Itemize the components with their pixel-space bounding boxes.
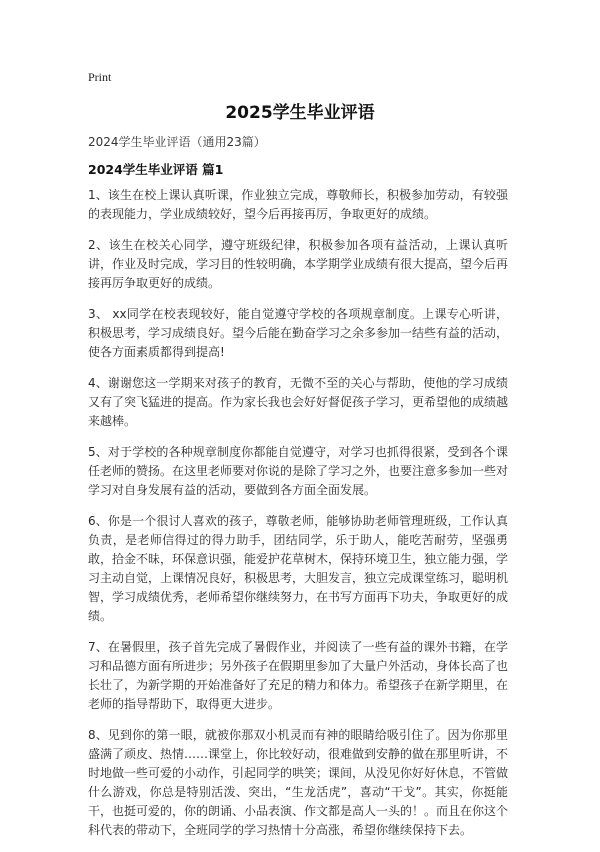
document-subtitle: 2024学生毕业评语（通用23篇）	[88, 135, 266, 149]
comment-paragraph: 5、对于学校的各种规章制度你都能自觉遵守，对学习也抓得很紧，受到各个课任老师的赞扬。在这里老师要对你说的是除了学习之外，也要注意多参加一些对学习对自身发展有益的活动，要做到各方面全面发展。	[88, 445, 509, 497]
comment-paragraph: 3、 xx同学在校表现较好，能自觉遵守学校的各项规章制度。上课专心听讲，积极思考，学习成绩良好。望今后能在勤奋学习之余多参加一结些有益的活动，使各方面素质都得到提高!	[88, 307, 509, 359]
comment-paragraph: 8、见到你的第一眼，就被你那双小机灵而有神的眼睛给吸引住了。因为你那里盛满了顽皮、热情……课堂上，你比较好动，很难做到安静的做在那里听讲，不时地做一些可爱的小动作，引起同学的哄笑；课间，从没见你好好休息，不管做什么游戏，你总是特别活泼、突出，“生龙活虎”，喜动“干戈”。其实，你挺能干，也挺可爱的，你的朗诵、小品表演、作文都是高人一头的！。而且在你这个科代表的带动下，全班同学的学习热情十分高涨，希望你继续保持下去。	[88, 728, 509, 837]
comment-list	[88, 186, 508, 852]
comment-paragraph: 7、在暑假里，孩子首先完成了暑假作业，并阅读了一些有益的课外书籍，在学习和品德方面有所进步；另外孩子在假期里参加了大量户外活动，身体长高了也长壮了，为新学期的开始准备好了充足的精力和体力。希望孩子在新学期里，在老师的指导帮助下，取得更大进步。	[88, 640, 509, 711]
print-link[interactable]: Print	[88, 70, 112, 84]
comment-paragraph: 6、你是一个很讨人喜欢的孩子，尊敬老师，能够协助老师管理班级，工作认真负责，是老师信得过的得力助手，团结同学，乐于助人，能吃苦耐劳，坚强勇敢，拾金不昧，环保意识强，能爱护花草树木，保持环境卫生，独立能力强，学习主动自觉，上课情况良好，积极思考，大胆发言，独立完成课堂练习，聪明机智，学习成绩优秀，老师希望你继续努力，在书写方面再下功夫，争取更好的成绩。	[88, 514, 509, 623]
comment-paragraph: 4、谢谢您这一学期来对孩子的教育，无微不至的关心与帮助，使他的学习成绩又有了突飞猛进的提高。作为家长我也会好好督促孩子学习，更希望他的成绩越来越棒。	[88, 376, 509, 428]
section-heading: 2024学生毕业评语 篇1	[88, 162, 224, 177]
comment-paragraph: 1、该生在校上课认真听课，作业独立完成，尊敬师长，积极参加劳动，有较强的表现能力，学业成绩较好，望今后再接再厉，争取更好的成绩。	[88, 188, 508, 221]
comment-paragraph: 2、该生在校关心同学，遵守班级纪律，积极参加各项有益活动，上课认真听讲，作业及时完成，学习目的性较明确，本学期学业成绩有很大提高，望今后再接再厉争取更好的成绩。	[88, 238, 509, 290]
document-title: 2025学生毕业评语	[225, 103, 375, 123]
